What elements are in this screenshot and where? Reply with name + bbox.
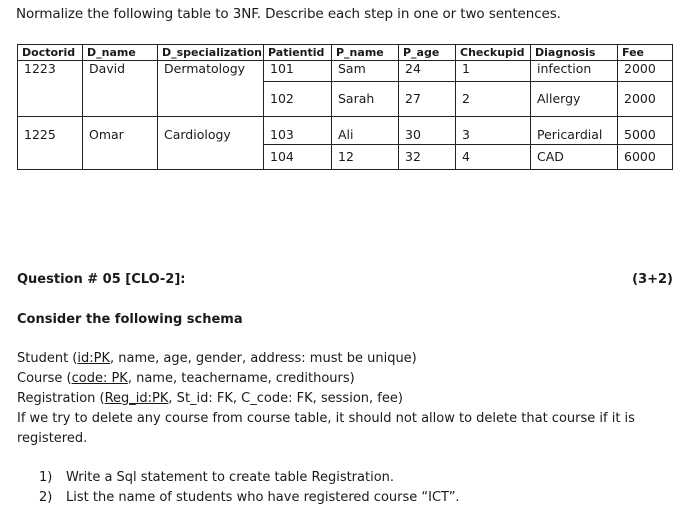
- header-fee: Fee: [618, 45, 673, 61]
- delete-constraint-text: If we try to delete any course from course table, it should not allow to delete that course if it is registered.: [17, 411, 635, 446]
- list-item: [39, 468, 460, 488]
- table-cell: 3: [456, 117, 531, 145]
- schema-student-rest: , name, age, gender, address: must be unique): [110, 351, 417, 366]
- table-cell: 1: [456, 61, 531, 82]
- table-cell: Allergy: [531, 82, 618, 117]
- table-cell: Sarah: [332, 82, 399, 117]
- table-cell: infection: [531, 61, 618, 82]
- header-d-name: D_name: [83, 45, 158, 61]
- table-cell: 104: [264, 145, 332, 170]
- schema-intro: Consider the following schema: [17, 312, 243, 327]
- table-cell: Sam: [332, 61, 399, 82]
- schema-course: [17, 369, 677, 389]
- header-diagnosis: Diagnosis: [531, 45, 618, 61]
- header-checkupid: Checkupid: [456, 45, 531, 61]
- table-cell: 30: [399, 117, 456, 145]
- doctor-patient-table: [17, 44, 673, 170]
- schema-registration-key: Reg_id:PK: [104, 391, 169, 406]
- table-cell: 6000: [618, 145, 673, 170]
- schema-course-prefix: Course (: [17, 371, 72, 386]
- task-text: Write a Sql statement to create table Registration.: [66, 470, 395, 485]
- schema-registration-rest: , St_id: FK, C_code: FK, session, fee): [168, 391, 403, 406]
- schema-course-rest: , name, teachername, credithours): [127, 371, 355, 386]
- table-cell: Cardiology: [158, 117, 264, 170]
- table-cell: 5000: [618, 117, 673, 145]
- table-cell: Dermatology: [158, 61, 264, 117]
- table-cell: 1225: [18, 117, 83, 170]
- instruction-text: Normalize the following table to 3NF. Describe each step in one or two sentences.: [16, 6, 561, 22]
- table-cell: 103: [264, 117, 332, 145]
- table-cell: 4: [456, 145, 531, 170]
- table-cell: Omar: [83, 117, 158, 170]
- table-cell: 2000: [618, 61, 673, 82]
- table-cell: 2: [456, 82, 531, 117]
- table-row: [18, 117, 673, 145]
- schema-definitions: [17, 349, 677, 449]
- table-cell: Ali: [332, 117, 399, 145]
- table-cell: 1223: [18, 61, 83, 117]
- header-p-name: P_name: [332, 45, 399, 61]
- schema-registration-prefix: Registration (: [17, 391, 105, 406]
- table-cell: 24: [399, 61, 456, 82]
- header-d-specialization: D_specialization: [158, 45, 264, 61]
- schema-registration: [17, 389, 677, 409]
- table-row: [18, 61, 673, 82]
- table-cell: 2000: [618, 82, 673, 117]
- table-cell: 12: [332, 145, 399, 170]
- question-marks: (3+2): [632, 272, 673, 287]
- task-number: 1): [39, 470, 53, 485]
- question-heading: Question # 05 [CLO-2]:: [17, 272, 186, 287]
- header-p-age: P_age: [399, 45, 456, 61]
- table-cell: 27: [399, 82, 456, 117]
- task-list: [39, 468, 460, 508]
- table-cell: Pericardial: [531, 117, 618, 145]
- table-cell: 32: [399, 145, 456, 170]
- table-cell: David: [83, 61, 158, 117]
- table-cell: 101: [264, 61, 332, 82]
- schema-student: [17, 349, 677, 369]
- task-text: List the name of students who have registered course “ICT”.: [66, 490, 460, 505]
- table-cell: CAD: [531, 145, 618, 170]
- schema-student-key: id:PK: [77, 351, 110, 366]
- table-cell: 102: [264, 82, 332, 117]
- schema-course-key: code: PK: [71, 371, 128, 386]
- list-item: [39, 488, 460, 508]
- header-patientid: Patientid: [264, 45, 332, 61]
- task-number: 2): [39, 490, 53, 505]
- schema-student-prefix: Student (: [17, 351, 78, 366]
- table-header-row: [18, 45, 673, 61]
- header-doctorid: Doctorid: [18, 45, 83, 61]
